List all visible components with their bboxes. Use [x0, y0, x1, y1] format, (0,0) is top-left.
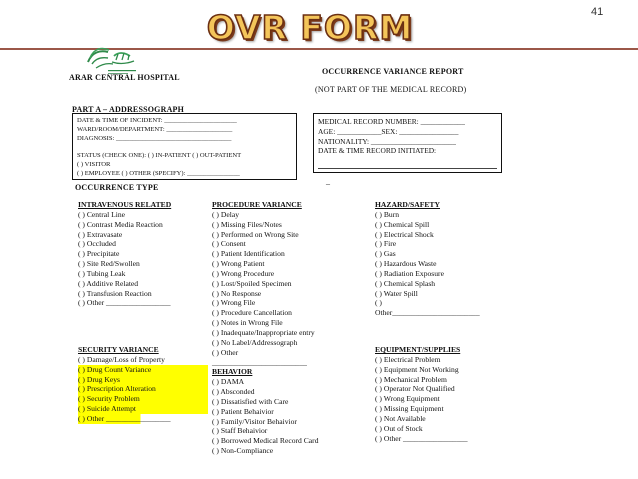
record-initiated-field[interactable]: DATE & TIME RECORD INITIATED: [318, 146, 437, 156]
checkbox-item[interactable]: ( ) Dissatisfied with Care [212, 396, 289, 406]
checkbox-item[interactable]: ( ) Radiation Exposure [375, 268, 444, 278]
checkbox-item[interactable]: ( ) Damage/Loss of Property [78, 354, 165, 364]
occurrence-type-heading: OCCURRENCE TYPE [75, 183, 159, 192]
checkbox-item[interactable]: ( ) Site Red/Swollen [78, 259, 140, 269]
other-blank-line[interactable]: _________________________ [212, 357, 307, 367]
checkbox-item[interactable]: ( ) Patient Behaivior [212, 406, 274, 416]
addressograph-right-box [313, 113, 502, 173]
checkbox-item[interactable]: ( ) Gas [375, 249, 396, 259]
other-blank-line[interactable]: Other_______________________ [375, 308, 480, 318]
checkbox-item[interactable]: ( ) Consent [212, 239, 246, 249]
procedure-section [212, 200, 352, 456]
checkbox-item[interactable]: ( ) Electrical Problem [375, 354, 441, 364]
checkbox-item[interactable]: ( ) Wrong Patient [212, 259, 265, 269]
checkbox-item[interactable]: ( ) Chemical Spill [375, 219, 430, 229]
checkbox-item[interactable]: ( ) Other _________________ [375, 433, 468, 443]
checkbox-item[interactable]: ( ) Prescription Alteration [78, 384, 208, 394]
checkbox-item[interactable]: ( ) Transfusion Reaction [78, 288, 152, 298]
behavior-title: BEHAVIOR [212, 367, 253, 377]
checkbox-item[interactable]: ( ) No Response [212, 288, 262, 298]
section-title: EQUIPMENT/SUPPLIES [375, 345, 461, 354]
checkbox-item[interactable]: ( ) Burn [375, 209, 400, 219]
checkbox-item[interactable]: ( ) Hazardous Waste [375, 259, 437, 269]
slide-title: OVR FORM [206, 8, 414, 47]
checkbox-item[interactable]: ( ) [375, 298, 382, 308]
checkbox-item[interactable]: ( ) Precipitate [78, 249, 120, 259]
hospital-name: ARAR CENTRAL HOSPITAL [69, 73, 180, 82]
diagnosis-field[interactable]: DIAGNOSIS: ___________________________________ [77, 134, 232, 142]
section-title: SECURITY VARIANCE [78, 345, 159, 354]
checkbox-item[interactable]: ( ) Other _________________ [78, 298, 171, 308]
equipment-section [375, 345, 505, 443]
checkbox-item[interactable]: ( ) Out of Stock [375, 423, 423, 433]
checkbox-item[interactable]: ( ) Wrong Procedure [212, 268, 275, 278]
checkbox-item[interactable]: ( ) Central Line [78, 209, 126, 219]
checkbox-item[interactable]: ( ) Delay [212, 209, 239, 219]
checkbox-item[interactable]: ( ) Missing Equipment [375, 404, 444, 414]
checkbox-item[interactable]: ( ) Inadequate/Inappropriate entry [212, 327, 315, 337]
page-number: 41 [591, 6, 604, 18]
addressograph-left-box [72, 113, 297, 180]
checkbox-item[interactable]: ( ) Extravasate [78, 229, 123, 239]
checkbox-item[interactable]: ( ) Fire [375, 239, 397, 249]
checkbox-item[interactable]: ( ) Patient Identification [212, 249, 285, 259]
record-initiated-line [318, 158, 497, 169]
checkbox-item[interactable]: ( ) Tubing Leak [78, 268, 126, 278]
checkbox-item[interactable]: ( ) Non-Compliance [212, 446, 274, 456]
checkbox-item[interactable]: ( ) Suicide Attempt [78, 404, 208, 414]
checkbox-item[interactable]: ( ) Mechanical Problem [375, 374, 447, 384]
incident-date-field[interactable]: DATE & TIME OF INCIDENT: ______________________ [77, 117, 237, 124]
employee-other-option[interactable]: ( ) EMPLOYEE ( ) OTHER (SPECIFY): ________________ [77, 169, 240, 177]
nationality-field[interactable]: NATIONALITY: _______________________ [318, 136, 456, 146]
hazard-section [375, 200, 505, 318]
checkbox-item[interactable]: ( ) Procedure Cancellation [212, 308, 292, 318]
report-title: OCCURRENCE VARIANCE REPORT [322, 67, 464, 76]
ward-field[interactable]: WARD/ROOM/DEPARTMENT: ____________________ [77, 125, 233, 133]
intravenous-section [78, 200, 208, 308]
section-title: INTRAVENOUS RELATED [78, 200, 172, 209]
visitor-option[interactable]: ( ) VISITOR [77, 160, 111, 168]
checkbox-item[interactable]: ( ) Drug Keys [78, 375, 208, 385]
checkbox-item[interactable]: ( ) No Label/Addressograph [212, 337, 298, 347]
checkbox-item[interactable]: ( ) Borrowed Medical Record Card [212, 436, 319, 446]
checkbox-item[interactable]: ( ) Wrong File [212, 298, 256, 308]
section-title: PROCEDURE VARIANCE [212, 200, 302, 209]
report-subtitle: (NOT PART OF THE MEDICAL RECORD) [315, 85, 467, 94]
checkbox-item[interactable]: ( ) Water Spill [375, 288, 418, 298]
checkbox-item[interactable]: ( ) Family/Visitor Behaivior [212, 416, 297, 426]
checkbox-item[interactable]: ( ) Occluded [78, 239, 116, 249]
security-section [78, 345, 208, 424]
checkbox-item[interactable]: ( ) Wrong Equipment [375, 394, 440, 404]
checkbox-item[interactable]: ( ) Missing Files/Notes [212, 219, 282, 229]
checkbox-item[interactable]: ( ) Not Available [375, 413, 426, 423]
checkbox-item[interactable]: ( ) Additive Related [78, 278, 139, 288]
checkbox-item[interactable]: ( ) Drug Count Variance [78, 365, 208, 375]
checkbox-item[interactable]: ( ) Staff Behaivior [212, 426, 268, 436]
age-sex-field[interactable]: AGE: ____________SEX: ________________ [318, 126, 459, 136]
checkbox-item[interactable]: ( ) Notes in Wrong File [212, 318, 283, 328]
checkbox-item[interactable]: ( ) Absconded [212, 387, 255, 397]
checkbox-item[interactable]: ( ) Operator Not Qualified [375, 384, 455, 394]
checkbox-item[interactable]: ( ) Security Problem [78, 394, 208, 404]
spacer-line [77, 143, 292, 152]
trailing-blank: _ [326, 177, 330, 186]
ministry-of-health-logo-icon [82, 38, 140, 78]
medical-record-number-field[interactable]: MEDICAL RECORD NUMBER: ____________ [318, 117, 465, 126]
status-options[interactable]: STATUS (CHECK ONE): ( ) IN-PATIENT ( ) OUT-PATIENT [77, 152, 242, 160]
checkbox-item[interactable]: ( ) Performed on Wrong Site [212, 229, 299, 239]
checkbox-item[interactable]: ( ) Chemical Splash [375, 278, 436, 288]
checkbox-item[interactable]: ( ) Electrical Shock [375, 229, 434, 239]
checkbox-item[interactable]: ( ) DAMA [212, 377, 245, 387]
checkbox-item[interactable]: ( ) Lost/Spoiled Specimen [212, 278, 292, 288]
checkbox-item[interactable]: ( ) Contrast Media Reaction [78, 219, 163, 229]
part-a-heading: PART A – ADDRESSOGRAPH [72, 105, 185, 114]
checkbox-item[interactable]: ( ) Other _________________ [78, 414, 208, 424]
checkbox-item[interactable]: ( ) Equipment Not Working [375, 364, 459, 374]
section-title: HAZARD/SAFETY [375, 200, 440, 209]
checkbox-item[interactable]: ( ) Other [212, 347, 239, 357]
